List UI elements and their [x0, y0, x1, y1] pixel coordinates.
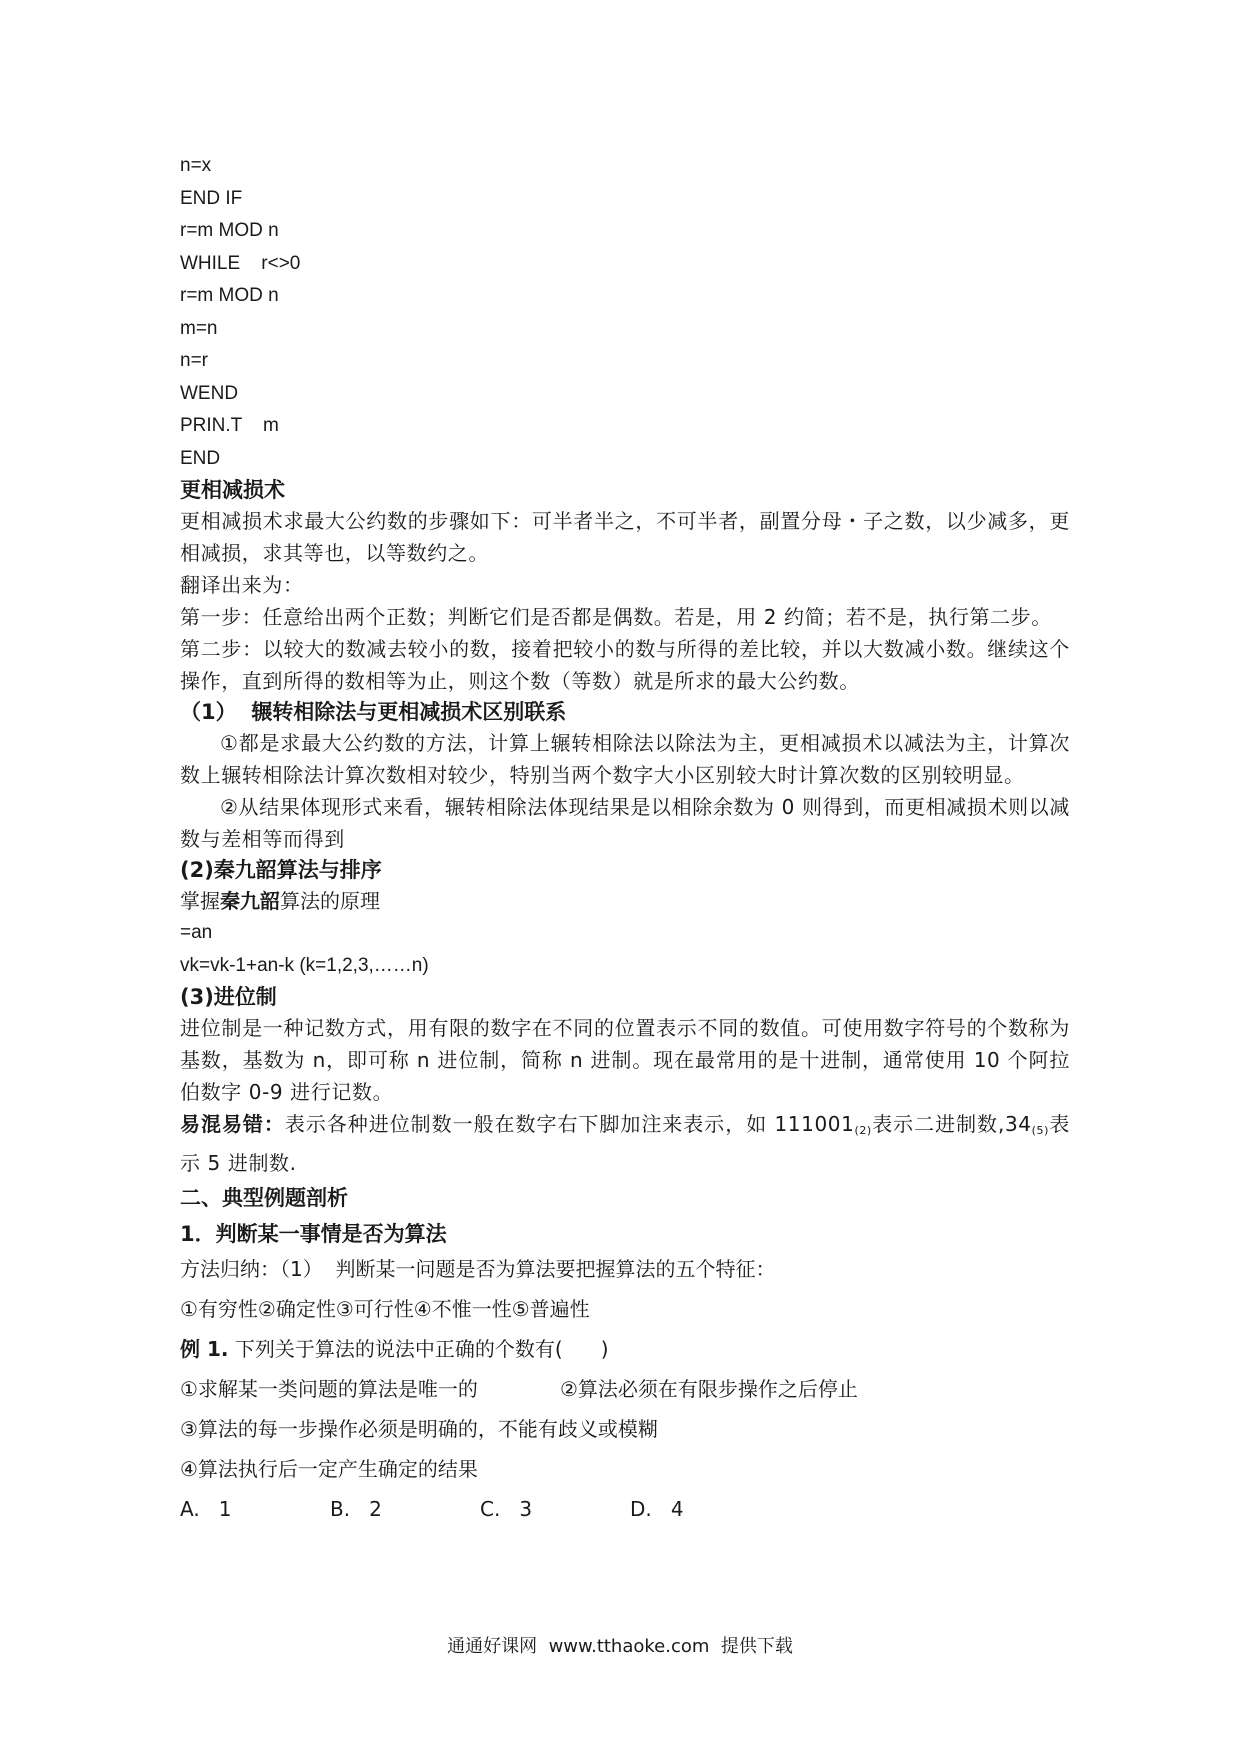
section-title-2: (2)秦九韶算法与排序 — [180, 858, 382, 882]
code-line: WEND — [180, 382, 239, 404]
paragraph: ②从结果体现形式来看，辗转相除法体现结果是以相除余数为 0 则得到，而更相减损术则以减数与差相等而得到 — [180, 795, 1070, 851]
section-title-two: 二、典型例题剖析 — [180, 1186, 348, 1210]
code-line: n=r — [180, 350, 208, 371]
code-line: r=m MOD n — [180, 220, 279, 241]
bold-text: 秦九韶 — [220, 889, 280, 913]
features-line: ①有穷性②确定性③可行性④不惟一性⑤普遍性 — [180, 1297, 590, 1321]
paragraph: 更相减损术求最大公约数的步骤如下：可半者半之，不可半者，副置分母・子之数，以少减多，更相减损，求其等也，以等数约之。 — [180, 509, 1070, 565]
list-item: ②算法必须在有限步操作之后停止 — [560, 1377, 858, 1401]
example-items-row — [180, 1369, 1070, 1409]
confuse-note — [180, 1108, 1070, 1179]
formula-line: vk=vk-1+an-k (k=1,2,3,……n) — [180, 954, 429, 976]
text: 表示 5 进制数. — [180, 1112, 1070, 1175]
section-title-1: （1） 辗转相除法与更相减损术区别联系 — [180, 700, 567, 724]
code-line: WHILE r<>0 — [180, 252, 301, 274]
option-d: D. 4 — [630, 1497, 684, 1521]
confuse-label: 易混易错： — [180, 1112, 285, 1136]
code-line: END — [180, 447, 221, 469]
section-title-gengxiang: 更相减损术 — [180, 478, 285, 502]
example-line — [180, 1329, 1070, 1369]
document-page — [180, 150, 1070, 1529]
code-line: r=m MOD n — [180, 285, 279, 306]
option-b: B. 2 — [330, 1497, 382, 1521]
subsection-title: 1．判断某一事情是否为算法 — [180, 1222, 447, 1246]
section-title-3: (3)进位制 — [180, 985, 277, 1009]
code-line: END IF — [180, 187, 243, 209]
text: 掌握 — [180, 889, 220, 913]
paragraph: 第二步：以较大的数减去较小的数，接着把较小的数与所得的差比较，并以大数减小数。继续这个操作，直到所得的数相等为止，则这个数（等数）就是所求的最大公约数。 — [180, 637, 1070, 693]
text: 表示各种进位制数一般在数字右下脚加注来表示，如 111001 — [284, 1112, 855, 1136]
text: 表示二进制数,34 — [871, 1112, 1032, 1136]
method-line: 方法归纳：（1） 判断某一问题是否为算法要把握算法的五个特征： — [180, 1257, 776, 1281]
code-line: m=n — [180, 317, 218, 339]
option-c: C. 3 — [480, 1497, 533, 1521]
formula-line: =an — [180, 922, 213, 943]
list-item: ③算法的每一步操作必须是明确的，不能有歧义或模糊 — [180, 1417, 658, 1441]
list-item: ①求解某一类问题的算法是唯一的 — [180, 1377, 478, 1401]
paragraph: 翻译出来为： — [180, 573, 304, 597]
example-label: 例 1. — [180, 1337, 229, 1361]
option-a: A. 1 — [180, 1497, 232, 1521]
answer-options — [180, 1489, 1070, 1529]
paragraph: ①都是求最大公约数的方法，计算上辗转相除法以除法为主，更相减损术以减法为主，计算次数上辗转相除法计算次数相对较少，特别当两个数字大小区别较大时计算次数的区别较明显。 — [180, 731, 1070, 787]
text: 算法的原理 — [280, 889, 380, 913]
code-line: PRIN.T m — [180, 415, 279, 436]
list-item: ④算法执行后一定产生确定的结果 — [180, 1457, 478, 1481]
subscript: (2) — [854, 1124, 872, 1137]
page-footer: 通通好课网 www.tthaoke.com 提供下载 — [447, 1636, 793, 1657]
paragraph: 第一步：任意给出两个正数；判断它们是否都是偶数。若是，用 2 约简；若不是，执行第二步。 — [180, 605, 1052, 629]
paragraph: 进位制是一种记数方式，用有限的数字在不同的位置表示不同的数值。可使用数字符号的个数称为基数，基数为 n，即可称 n 进位制，简称 n 进制。现在最常用的是十进制，通常使用 10 个阿拉伯数字 0-9 进行记数。 — [180, 1016, 1070, 1104]
code-block — [180, 150, 1070, 475]
code-line: n=x — [180, 155, 212, 176]
qin-jiushao-line — [180, 885, 1070, 917]
example-text: 下列关于算法的说法中正确的个数有( ) — [234, 1337, 609, 1361]
subscript: (5) — [1031, 1124, 1050, 1137]
